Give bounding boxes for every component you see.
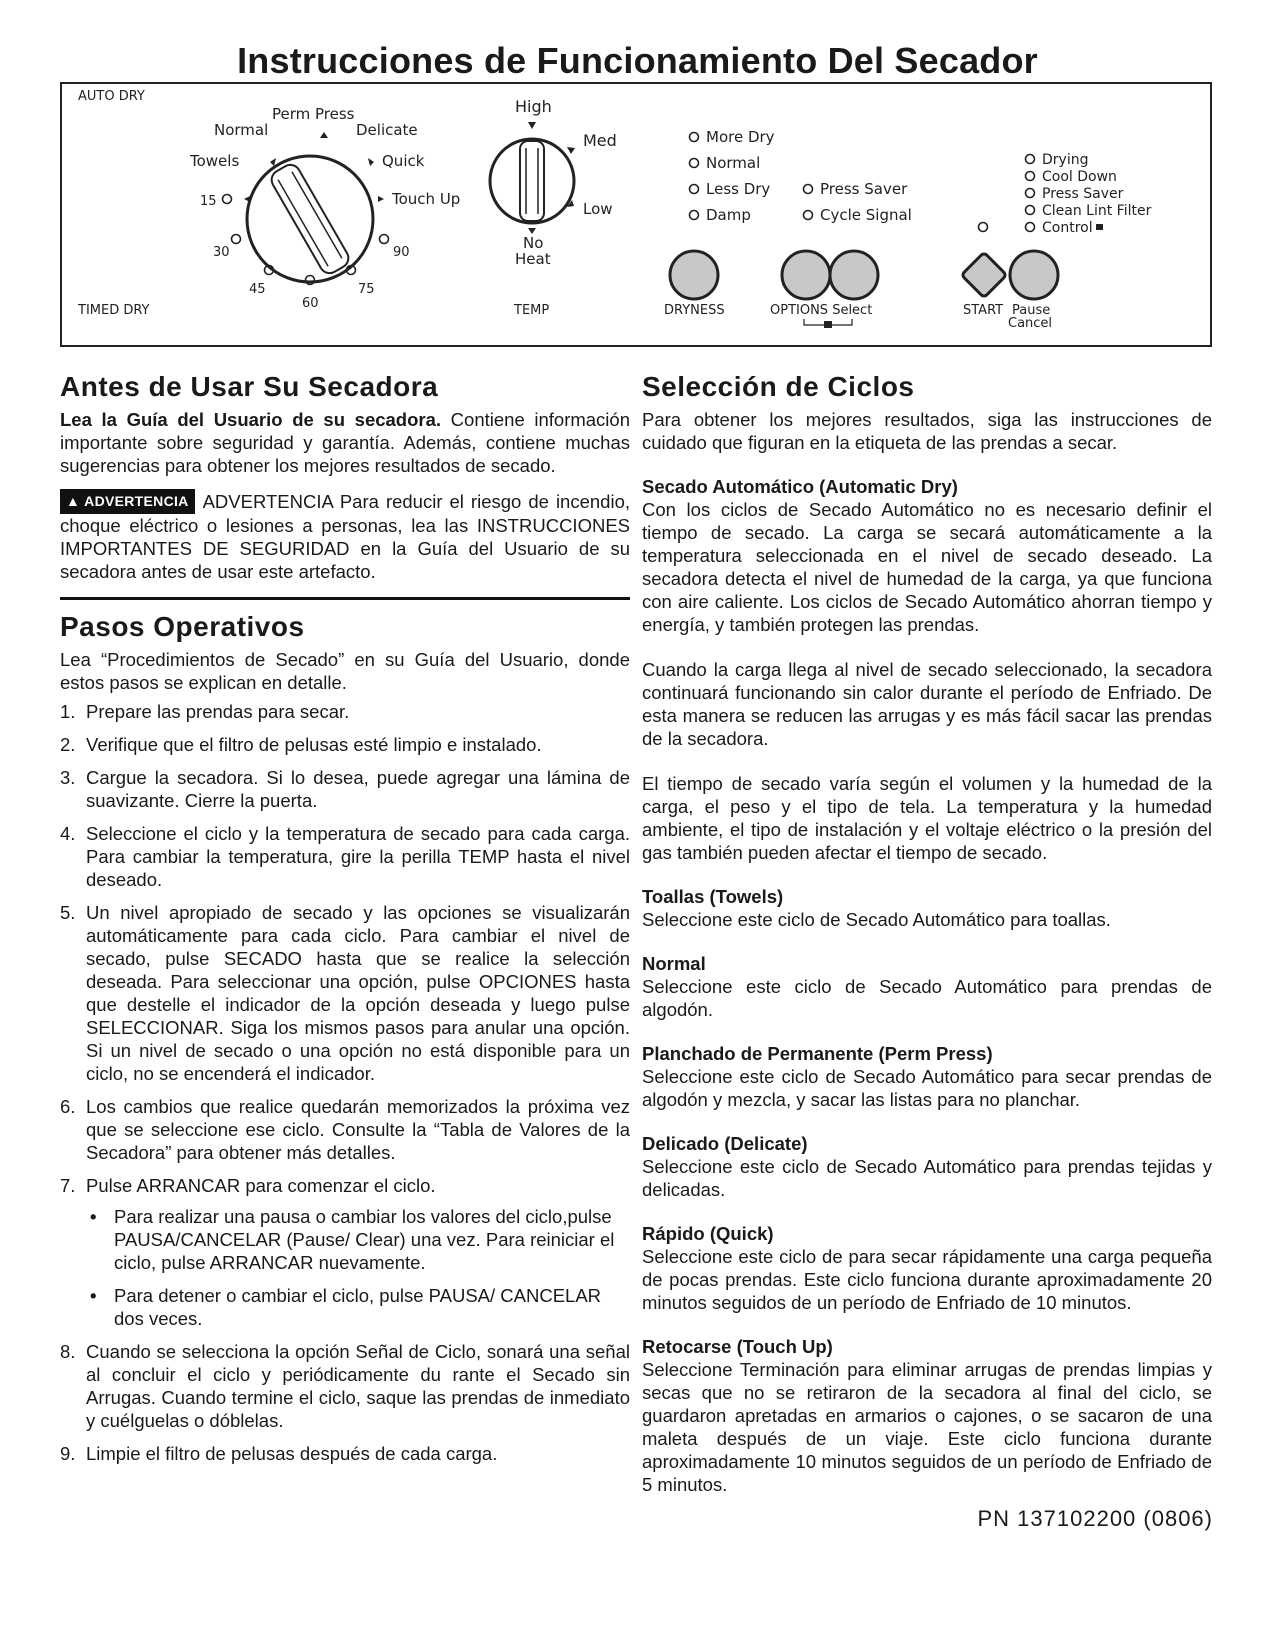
pause-caption: Pause	[1012, 303, 1051, 318]
cycle-text-normal: Seleccione este ciclo de Secado Automático para prendas de algodón.	[642, 976, 1212, 1020]
step-item: 9. Limpie el filtro de pelusas después de cada carga.	[60, 1443, 498, 1464]
bullet-item: • Para realizar una pausa o cambiar los valores del ciclo,pulse PAUSA/CANCELAR (Pause/ Clear) una vez. Para reiniciar el ciclo, pulse ARRANCAR nuevamente.	[90, 1206, 615, 1273]
lock-icon	[824, 321, 832, 328]
left-column	[60, 370, 630, 1475]
bullet-list	[60, 1205, 630, 1330]
time-60: 60	[302, 296, 319, 311]
cycle-text-delicate: Seleccione este ciclo de Secado Automático para prendas tejidas y delicadas.	[642, 1156, 1212, 1200]
warning-badge	[60, 489, 195, 514]
cycle-heading-quick: Rápido (Quick)	[642, 1223, 774, 1244]
temp-caption: TEMP	[514, 303, 550, 318]
dryness-damp: Damp	[706, 206, 751, 224]
step-item: 5. Un nivel apropiado de secado y las opciones se visualizarán automáticamente para cada ciclo. Para cambiar el nivel de secado, pulse SECADO hasta que se realice la selección deseada. Para seleccionar una opción, pulse OPCIONES hasta que destelle el indicador de la opción deseada y luego pulse SELECCIONAR. Siga los mismos pasos para anular una opción. Si un nivel de secado o una opción no está disponible para un ciclo, no se encenderá el indicador.	[60, 902, 630, 1084]
auto-dry-p3: El tiempo de secado varía según el volumen y la humedad de la carga, el peso y el tipo de tela. La temperatura y la humedad ambiente, el tipo de instalación y el voltaje eléctrico o la presión del gas también pueden afectar el tiempo de secado.	[642, 773, 1212, 863]
temp-label-no: No	[523, 234, 544, 252]
antes-heading: Antes de Usar Su Secadora	[60, 371, 439, 402]
warning-text: ADVERTENCIA Para reducir el riesgo de incendio, choque eléctrico o lesiones a personas, lea las INSTRUCCIONES IMPORTANTES DE SEGURIDAD en la Guía del Usuario de su secadora antes de usar este artefacto.	[60, 491, 630, 582]
dryness-more-dry: More Dry	[706, 128, 775, 146]
start-caption: START	[963, 303, 1004, 318]
step-item: 2. Verifique que el filtro de pelusas esté limpio e instalado.	[60, 734, 542, 755]
dryness-caption: DRYNESS	[664, 303, 725, 318]
dryness-button[interactable]	[670, 251, 718, 299]
control-panel-diagram	[60, 82, 1212, 347]
steps-list	[60, 700, 630, 1197]
cycle-heading-towels: Toallas (Towels)	[642, 886, 784, 907]
cycle-label-touch-up: Touch Up	[392, 190, 461, 208]
step-item: 6. Los cambios que realice quedarán memorizados la próxima vez que se seleccione ese ciclo. Consulte la “Tabla de Valores de la Secadora” para obtener más detalles.	[60, 1096, 630, 1163]
cycle-text-quick: Seleccione este ciclo de para secar rápidamente una carga pequeña de pocas prendas. Este ciclo funciona durante aproximadamente 20 minutos seguidos de un período de Enfriado de 10 minutos.	[642, 1246, 1212, 1313]
cancel-caption: Cancel	[1008, 316, 1053, 331]
auto-dry-label: AUTO DRY	[78, 89, 145, 104]
temp-dial	[490, 122, 575, 234]
time-90: 90	[393, 245, 410, 260]
auto-dry-p1: Con los ciclos de Secado Automático no es necesario definir el tiempo de secado. La carga se secará automáticamente a la temperatura seleccionada en el nivel de secado deseado. La secadora detecta el nivel de humedad de la carga, ya que funciona con aire caliente. Los ciclos de Secado Automático ahorran tiempo y energía, y también protegen las prendas.	[642, 499, 1212, 635]
pasos-intro: Lea “Procedimientos de Secado” en su Guía del Usuario, donde estos pasos se explican en detalle.	[60, 649, 630, 693]
cycle-label-normal: Normal	[214, 121, 269, 139]
antes-lead-bold: Lea la Guía del Usuario de su secadora.	[60, 409, 442, 430]
pasos-heading: Pasos Operativos	[60, 611, 305, 642]
right-column	[642, 370, 1212, 1496]
warning-triangle-icon: ▲	[66, 493, 81, 509]
auto-dry-p2: Cuando la carga llega al nivel de secado seleccionado, la secadora continuará funcionando sin calor durante el período de Enfriado. De esta manera se reducen las arrugas y es más fácil sacar las prendas de la secadora.	[642, 659, 1212, 749]
temp-label-high: High	[515, 97, 552, 116]
option-cycle-signal: Cycle Signal	[820, 206, 912, 224]
warning-paragraph	[60, 489, 630, 583]
select-button[interactable]	[830, 251, 878, 299]
cycle-heading-normal: Normal	[642, 953, 706, 974]
time-30: 30	[213, 245, 230, 260]
step-item: 1. Prepare las prendas para secar.	[60, 701, 350, 722]
pause-cancel-button[interactable]	[1010, 251, 1058, 299]
status-clean-lint-filter: Clean Lint Filter	[1042, 203, 1152, 219]
cycle-label-towels: Towels	[190, 152, 240, 170]
auto-dry-heading: Secado Automático (Automatic Dry)	[642, 476, 958, 497]
option-press-saver: Press Saver	[820, 180, 908, 198]
steps-list-continued	[60, 1340, 630, 1465]
status-control: Control	[1042, 220, 1093, 236]
options-button[interactable]	[782, 251, 830, 299]
cycle-label-perm-press: Perm Press	[272, 105, 355, 123]
status-press-saver: Press Saver	[1042, 186, 1124, 202]
page-title: Instrucciones de Funcionamiento Del Secador	[237, 40, 1038, 81]
cycle-label-delicate: Delicate	[356, 121, 418, 139]
cycle-text-towels: Seleccione este ciclo de Secado Automático para toallas.	[642, 909, 1111, 930]
cycle-label-quick: Quick	[382, 152, 425, 170]
status-drying: Drying	[1042, 152, 1089, 168]
status-cool-down: Cool Down	[1042, 169, 1117, 185]
step-item: 3. Cargue la secadora. Si lo desea, puede agregar una lámina de suavizante. Cierre la puerta.	[60, 767, 630, 811]
temp-label-low: Low	[583, 200, 613, 218]
seleccion-heading: Selección de Ciclos	[642, 371, 915, 402]
step-item: 7. Pulse ARRANCAR para comenzar el ciclo.	[60, 1175, 436, 1196]
step-item: 8. Cuando se selecciona la opción Señal de Ciclo, sonará una señal al concluir el ciclo y periódicamente du rante el Secado sin Arrugas. Cuando termine el ciclo, saque las prendas de inmediato y cuélguelas o dóblelas.	[60, 1341, 630, 1431]
cycle-heading-perm-press: Planchado de Permanente (Perm Press)	[642, 1043, 993, 1064]
time-15: 15	[200, 194, 217, 209]
dryness-less-dry: Less Dry	[706, 180, 771, 198]
temp-label-med: Med	[583, 131, 617, 150]
cycle-dial	[247, 156, 373, 282]
timed-dry-label: TIMED DRY	[78, 303, 150, 318]
antes-lead-text: Contiene información importante sobre seguridad y garantía. Además, contiene muchas sugerencias para obtener los mejores resultados de secado.	[60, 409, 630, 476]
cycle-pointer-marks	[244, 132, 384, 202]
cycle-heading-touch-up: Retocarse (Touch Up)	[642, 1336, 833, 1357]
part-number: PN 137102200 (0806)	[977, 1506, 1213, 1531]
cycle-text-perm-press: Seleccione este ciclo de Secado Automático para secar prendas de algodón y mezcla, y sacar las listas para no planchar.	[642, 1066, 1212, 1110]
cycle-text-touch-up: Seleccione Terminación para eliminar arrugas de prendas limpias y secas que no se retiraron de la secadora al final del ciclo, se guardaron apretadas en armarios o cajones, o se sacaron de una maleta después de un viaje. Este ciclo funciona durante aproximadamente 10 minutos seguidos de un período de Enfriado de 5 minutos.	[642, 1359, 1212, 1495]
temp-label-heat: Heat	[515, 250, 551, 268]
dryness-normal: Normal	[706, 154, 761, 172]
seleccion-intro: Para obtener los mejores resultados, siga las instrucciones de cuidado que figuran en la etiqueta de las prendas a secar.	[642, 409, 1212, 453]
section-divider	[60, 597, 630, 600]
warning-badge-text: ADVERTENCIA	[84, 493, 189, 509]
bullet-item: • Para detener o cambiar el ciclo, pulse PAUSA/ CANCELAR dos veces.	[90, 1285, 602, 1329]
control-lock-icon	[1096, 224, 1103, 230]
start-button[interactable]	[961, 252, 1006, 297]
step-item: 4. Seleccione el ciclo y la temperatura de secado para cada carga. Para cambiar la temperatura, gire la perilla TEMP hasta el nivel deseado.	[60, 823, 630, 890]
time-45: 45	[249, 282, 266, 297]
time-75: 75	[358, 282, 375, 297]
options-caption: OPTIONS Select	[770, 303, 873, 318]
antes-lead	[60, 408, 630, 477]
cycle-heading-delicate: Delicado (Delicate)	[642, 1133, 808, 1154]
